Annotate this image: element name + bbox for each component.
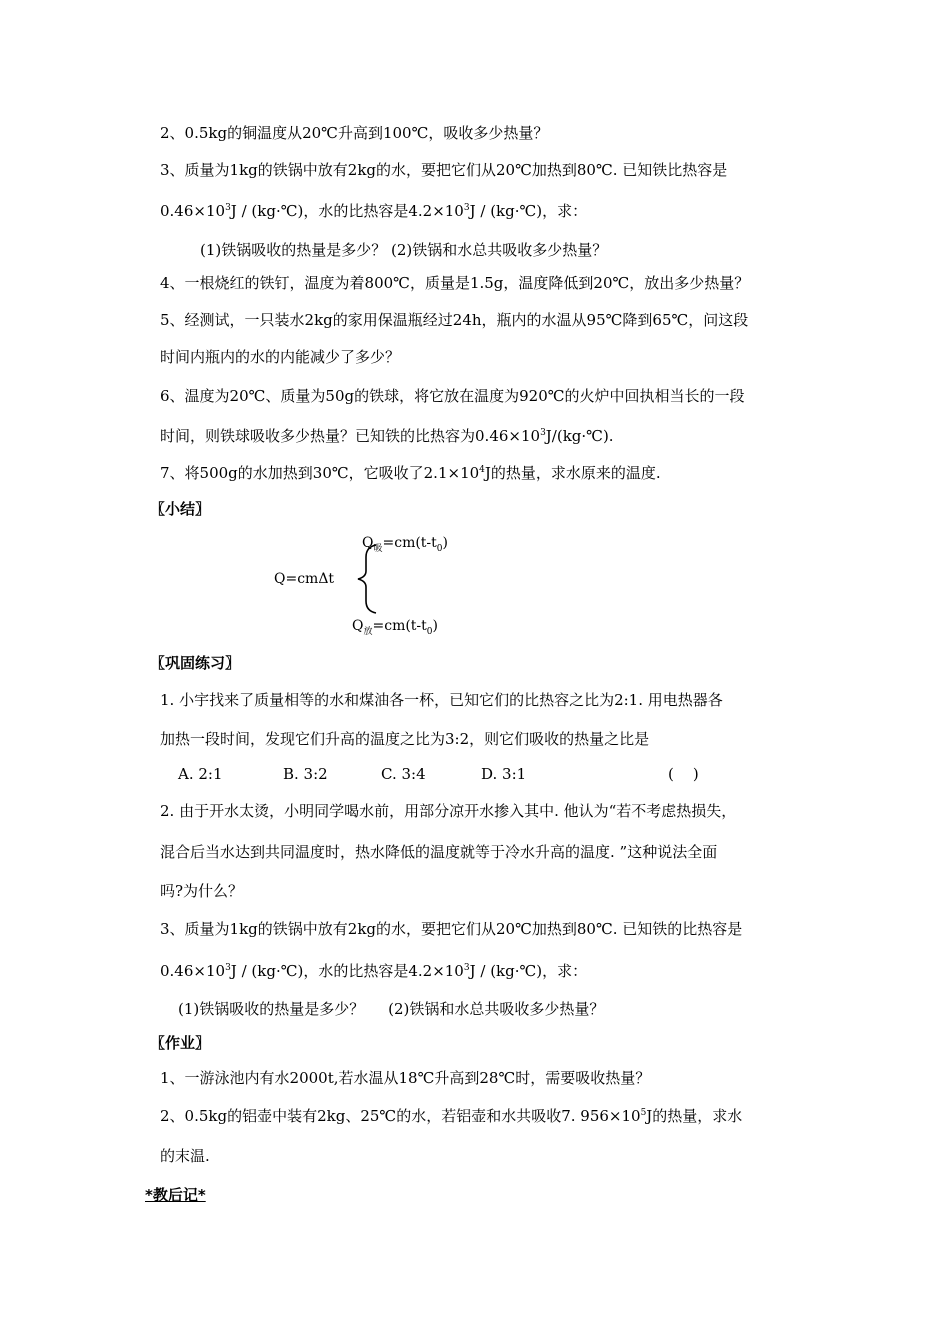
option-d: D. 3:1 (481, 765, 527, 783)
question-3-subparts: (1)铁锅吸收的热量是多少？ (2)铁锅和水总共吸收多少热量？ (200, 241, 608, 259)
practice-3-subparts: (1)铁锅吸收的热量是多少？ (2)铁锅和水总共吸收多少热量？ (178, 1000, 605, 1018)
formula-release: $Q_放=cm(t-t_0)$ (352, 618, 438, 637)
question-3-line-2: $0.46\times 10^3J$ / (kg·℃)，水的比热容是$4.2\times 10^3J$ / (kg·℃)，求： (160, 202, 588, 220)
question-5-line-2: 时间内瓶内的水的内能减少了多少？ (160, 348, 401, 366)
option-c: C. 3:4 (381, 765, 426, 783)
homework-2-line-2: 的末温. (160, 1147, 210, 1165)
question-4: 4、一根烧红的铁钉，温度为着800℃，质量是1.5g，温度降低到20℃，放出多少热量？ (160, 274, 750, 292)
summary-heading: 〖小结〗 (150, 500, 211, 518)
question-5-line-1: 5、经测试，一只装水2kg的家用保温瓶经过24h，瓶内的水温从95℃降到65℃，问这段 (160, 311, 749, 329)
homework-2-line-1: 2、0.5kg的铝壶中装有2kg、25℃的水，若铝壶和水共吸收7. $956\times 10^5J$的热量，求水 (160, 1107, 743, 1125)
question-7: 7、将500g的水加热到30℃，它吸收了$2.1\times 10^4J$的热量，求水原来的温度. (160, 464, 661, 482)
practice-1-line-2: 加热一段时间，发现它们升高的温度之比为3:2，则它们吸收的热量之比是 (160, 730, 650, 748)
brace-icon (352, 543, 382, 615)
question-3-line-1: 3、质量为1kg的铁锅中放有2kg的水，要把它们从20℃加热到80℃. 已知铁比热容是 (160, 161, 728, 179)
question-2: 2、0.5kg的铜温度从20℃升高到100℃，吸收多少热量？ (160, 124, 549, 142)
practice-3-line-2: $0.46\times 10^3J$ / (kg·℃)，水的比热容是$4.2\times 10^3J$ / (kg·℃)，求： (160, 962, 588, 980)
option-b: B. 3:2 (283, 765, 328, 783)
option-a: A. 2:1 (178, 765, 223, 783)
question-6-line-1: 6、温度为20℃、质量为50g的铁球，将它放在温度为920℃的火炉中回执相当长的一段 (160, 387, 745, 405)
answer-blank: ( ) (668, 765, 699, 783)
practice-1-line-1: 1. 小宇找来了质量相等的水和煤油各一杯，已知它们的比热容之比为2:1. 用电热器各 (160, 691, 723, 709)
practice-2-line-3: 吗?为什么？ (160, 882, 244, 900)
practice-3-line-1: 3、质量为1kg的铁锅中放有2kg的水，要把它们从20℃加热到80℃. 已知铁的比热容是 (160, 920, 743, 938)
formula-absorb: $Q_吸=cm(t-t_0)$ (362, 535, 448, 554)
homework-heading: 〖作业〗 (150, 1034, 211, 1052)
question-6-line-2: 时间，则铁球吸收多少热量？已知铁的比热容为$0.46\times 10^3J/(kg\cdot℃)$. (160, 427, 614, 445)
homework-1: 1、一游泳池内有水2000t,若水温从18℃升高到28℃时，需要吸收热量？ (160, 1069, 651, 1087)
practice-2-line-2: 混合后当水达到共同温度时，热水降低的温度就等于冷水升高的温度. ”这种说法全面 (160, 843, 718, 861)
formula-main: Q=cmΔt (274, 571, 335, 587)
practice-heading: 〖巩固练习〗 (150, 654, 241, 672)
reflection-heading: *教后记* (145, 1186, 206, 1204)
practice-2-line-1: 2. 由于开水太烫，小明同学喝水前，用部分凉开水掺入其中. 他认为“若不考虑热损失， (160, 802, 737, 820)
